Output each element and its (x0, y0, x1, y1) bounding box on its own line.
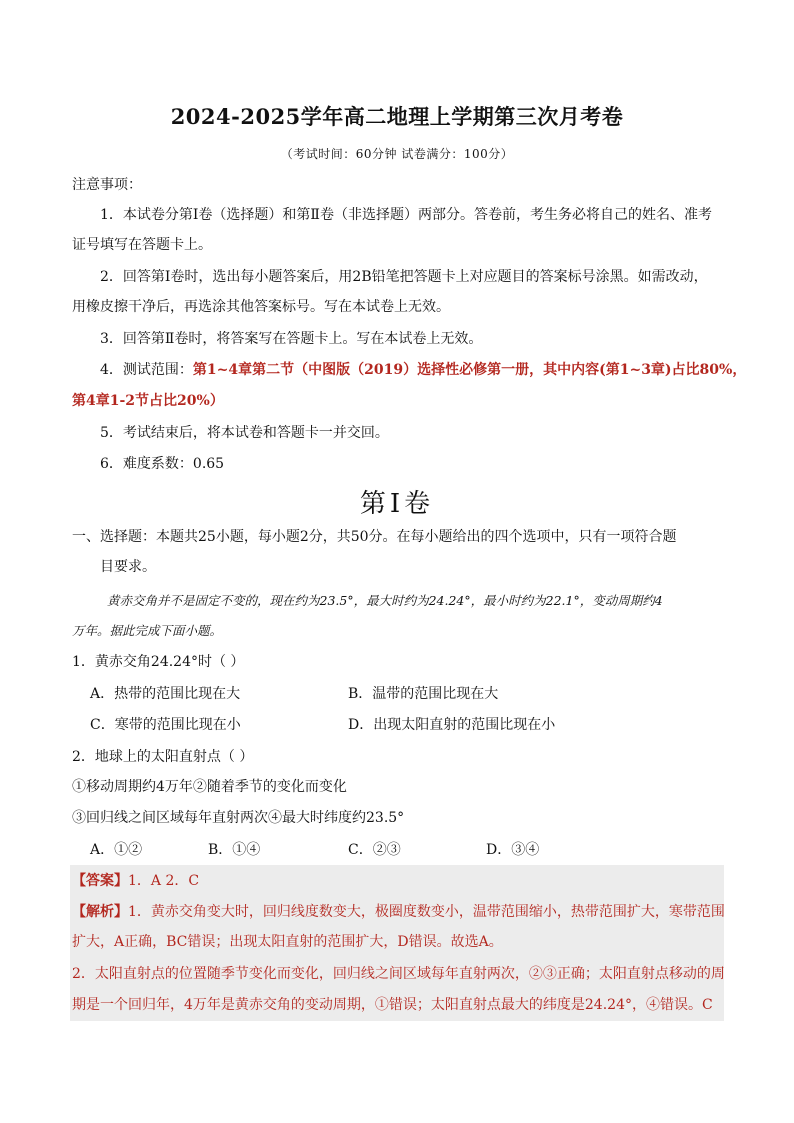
question-2-statement-b: ③回归线之间区域每年直射两次④最大时纬度约23.5° (72, 810, 405, 826)
analysis-text-a: 1．黄赤交角变大时，回归线度数变大，极圈度数变小，温带范围缩小，热带范围扩大，寒带范围 (128, 904, 725, 920)
notice-item-5: 5．考试结束后，将本试卷和答题卡一并交回。 (100, 425, 389, 441)
analysis-line-c: 2．太阳直射点的位置随季节变化而变化，回归线之间区域每年直射两次，②③正确；太阳直射点移动的周 (72, 966, 725, 982)
notice-item-4-scope: 第1~4章第二节（中图版（2019）选择性必修第一册，其中内容(第1~3章)占比80%， (192, 362, 747, 378)
notice-item-4-prefix: 4．测试范围： (100, 362, 193, 378)
notice-item-4a (100, 360, 747, 380)
question-2-option-b: B．①④ (208, 842, 261, 858)
question-1-option-a: A．热带的范围比现在大 (90, 686, 241, 702)
question-2-stem: 2．地球上的太阳直射点（ ） (72, 749, 254, 765)
answer-tag: 【答案】 (72, 873, 128, 889)
section-instruction-b: 目要求。 (100, 559, 156, 575)
notice-item-2b: 用橡皮擦干净后，再选涂其他答案标号。写在本试卷上无效。 (72, 299, 450, 315)
answer-text: 1．A 2．C (128, 873, 200, 889)
section-title: 第Ⅰ卷 (359, 489, 435, 519)
notice-item-2a: 2．回答第Ⅰ卷时，选出每小题答案后，用2B铅笔把答题卡上对应题目的答案标号涂黑。如需改动， (100, 269, 708, 285)
question-1-stem: 1．黄赤交角24.24°时（ ） (72, 654, 245, 670)
notice-item-6: 6．难度系数：0.65 (100, 456, 225, 472)
passage-line-b: 万年。据此完成下面小题。 (72, 623, 223, 638)
notice-item-3: 3．回答第Ⅱ卷时，将答案写在答题卡上。写在本试卷上无效。 (100, 331, 483, 347)
question-1-option-d: D．出现太阳直射的范围比现在小 (348, 717, 556, 733)
analysis-tag: 【解析】 (72, 904, 128, 920)
question-2-option-c: C．②③ (348, 842, 401, 858)
question-2-option-d: D．③④ (486, 842, 540, 858)
question-2-option-a: A．①② (90, 842, 143, 858)
exam-subtitle: （考试时间：60分钟 试卷满分：100分） (280, 147, 514, 161)
question-1-option-c: C．寒带的范围比现在小 (90, 717, 241, 733)
exam-title: 2024-2025学年高二地理上学期第三次月考卷 (170, 104, 624, 129)
notice-heading: 注意事项： (72, 177, 142, 193)
notice-item-1b: 证号填写在答题卡上。 (72, 237, 212, 253)
notice-item-4b: 第4章1-2节占比20%） (72, 393, 224, 409)
analysis-line-d: 期是一个回归年，4万年是黄赤交角的变动周期，①错误；太阳直射点最大的纬度是24.24°，④错误。C (72, 997, 713, 1013)
question-2-statement-a: ①移动周期约4万年②随着季节的变化而变化 (72, 779, 347, 795)
passage-line-a: 黄赤交角并不是固定不变的，现在约为23.5°，最大时约为24.24°，最小时约为22.1°，变动周期约4 (107, 593, 663, 608)
analysis-line-a (72, 902, 725, 922)
answer-line (72, 871, 722, 891)
section-instruction-a: 一、选择题：本题共25小题，每小题2分，共50分。在每小题给出的四个选项中，只有一项符合题 (72, 529, 677, 545)
question-1-option-b: B．温带的范围比现在大 (348, 686, 499, 702)
notice-item-1a: 1．本试卷分第Ⅰ卷（选择题）和第Ⅱ卷（非选择题）两部分。答卷前，考生务必将自己的姓名、准考 (100, 207, 712, 223)
analysis-line-b: 扩大，A正确，BC错误；出现太阳直射的范围扩大，D错误。故选A。 (72, 934, 503, 950)
